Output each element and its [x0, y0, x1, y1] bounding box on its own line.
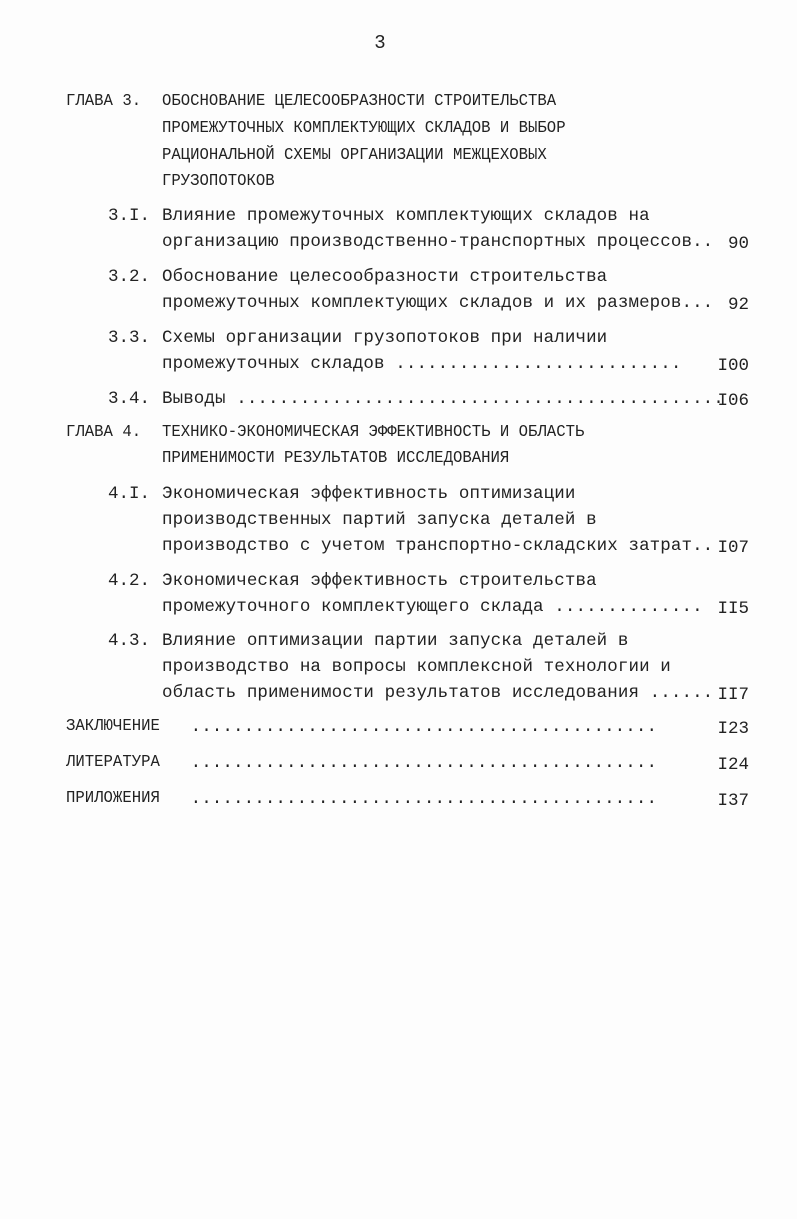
page-ref: I06 — [717, 391, 749, 411]
section-title-line: производство на вопросы комплексной технологии и — [162, 657, 671, 677]
section-number: 3.4. — [108, 389, 151, 409]
chapter-title-line: ГРУЗОПОТОКОВ — [162, 172, 275, 191]
section-title-line: промежуточных складов ........................... — [162, 354, 682, 374]
section-number: 4.3. — [108, 631, 151, 651]
section-title-line: область применимости результатов исследования ...... — [162, 683, 714, 703]
section-title-line: Влияние промежуточных комплектующих складов на — [162, 206, 650, 226]
page-ref: I23 — [717, 719, 749, 739]
section-title-line: Влияние оптимизации партии запуска деталей в — [162, 631, 629, 651]
chapter-title-line: РАЦИОНАЛЬНОЙ СХЕМЫ ОРГАНИЗАЦИИ МЕЖЦЕХОВЫХ — [162, 146, 547, 165]
page-ref: I37 — [717, 791, 749, 811]
section-number: 4.2. — [108, 571, 151, 591]
back-matter-label: ЗАКЛЮЧЕНИЕ — [66, 717, 160, 736]
section-title-line: Схемы организации грузопотоков при наличии — [162, 328, 608, 348]
section-number: 3.3. — [108, 328, 151, 348]
dot-leader: ............................................ — [180, 717, 658, 737]
page-ref: II5 — [717, 599, 749, 619]
page-ref: II7 — [717, 685, 749, 705]
section-title-line: Обоснование целесообразности строительства — [162, 267, 608, 287]
back-matter-label: ЛИТЕРАТУРА — [66, 753, 160, 772]
section-title-line: Выводы .............................................. — [162, 389, 724, 409]
page-number: 3 — [374, 32, 386, 54]
section-number: 3.2. — [108, 267, 151, 287]
chapter-title-line: ПРИМЕНИМОСТИ РЕЗУЛЬТАТОВ ИССЛЕДОВАНИЯ — [162, 449, 510, 468]
section-title-line: промежуточного комплектующего склада .............. — [162, 597, 703, 617]
chapter-label: ГЛАВА 4. — [66, 423, 142, 442]
section-number: 3.I. — [108, 206, 151, 226]
dot-leader: ............................................ — [180, 789, 658, 809]
page-ref: 90 — [727, 234, 749, 254]
page-ref: I07 — [717, 538, 749, 558]
dot-leader: ............................................ — [180, 753, 658, 773]
section-title-line: производственных партий запуска деталей в — [162, 510, 597, 530]
section-number: 4.I. — [108, 484, 151, 504]
page-ref: I00 — [717, 356, 749, 376]
section-title-line: Экономическая эффективность оптимизации — [162, 484, 576, 504]
section-title-line: производство с учетом транспортно-складских затрат.. — [162, 536, 714, 556]
section-title-line: промежуточных комплектующих складов и их размеров... — [162, 293, 714, 313]
back-matter-label: ПРИЛОЖЕНИЯ — [66, 789, 160, 808]
chapter-title-line: ТЕХНИКО-ЭКОНОМИЧЕСКАЯ ЭФФЕКТИВНОСТЬ И ОБЛАСТЬ — [162, 423, 585, 442]
chapter-title-line: ОБОСНОВАНИЕ ЦЕЛЕСООБРАЗНОСТИ СТРОИТЕЛЬСТВА — [162, 92, 557, 111]
page-ref: 92 — [727, 295, 749, 315]
page-ref: I24 — [717, 755, 749, 775]
section-title-line: организацию производственно-транспортных процессов.. — [162, 232, 714, 252]
chapter-title-line: ПРОМЕЖУТОЧНЫХ КОМПЛЕКТУЮЩИХ СКЛАДОВ И ВЫБОР — [162, 119, 566, 138]
section-title-line: Экономическая эффективность строительства — [162, 571, 597, 591]
chapter-label: ГЛАВА 3. — [66, 92, 142, 111]
